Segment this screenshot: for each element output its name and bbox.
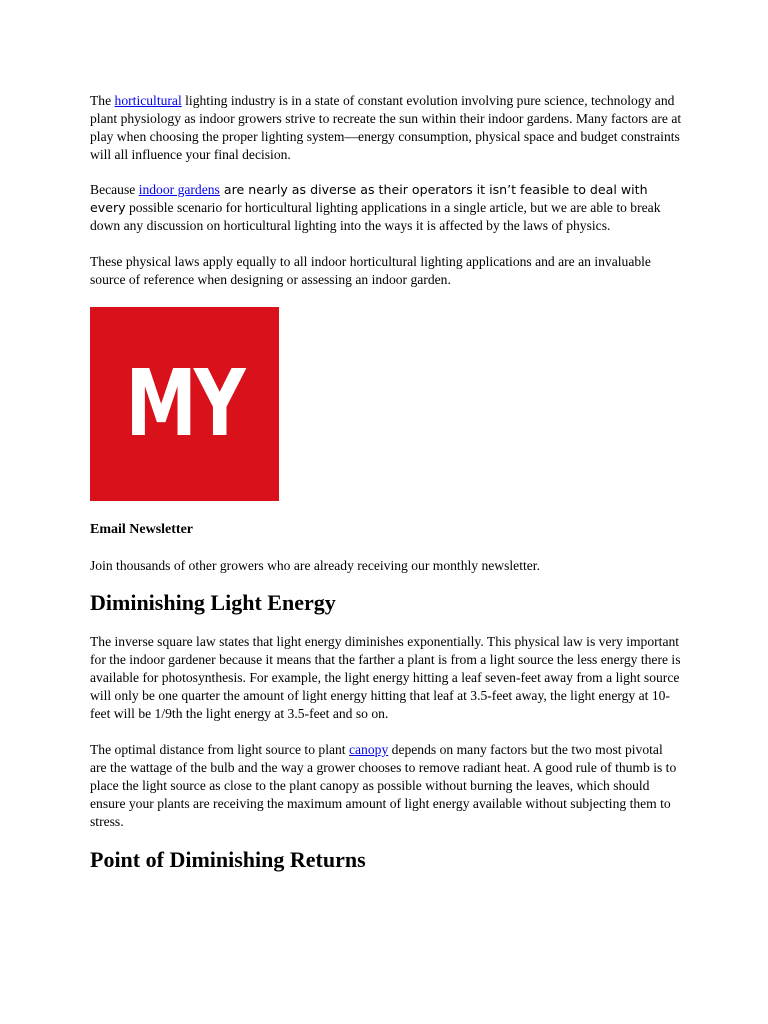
- section-heading-diminishing-returns: Point of Diminishing Returns: [90, 847, 366, 872]
- my-logo-text: MY: [125, 350, 244, 457]
- optimal-distance-paragraph: [90, 741, 682, 831]
- optimal-text-before: The optimal distance from light source to plant: [90, 742, 349, 757]
- physical-laws-paragraph: These physical laws apply equally to all indoor horticultural lighting applications and are an invaluable source of reference when designing or assessing an indoor garden.: [90, 254, 651, 287]
- section-heading-diminishing-light: Diminishing Light Energy: [90, 590, 336, 615]
- intro-text-after: lighting industry is in a state of constant evolution involving pure science, technology and plant physiology as indoor growers strive to recreate the sun within their indoor gardens. Many factors are at play when choosing the proper lighting system—energy consumption, physical space and budget constraints will all influence your final decision.: [90, 93, 682, 162]
- horticultural-link[interactable]: horticultural: [114, 93, 182, 108]
- newsletter-heading: Email Newsletter: [90, 522, 194, 537]
- scope-paragraph: [90, 181, 682, 235]
- intro-paragraph: [90, 92, 682, 164]
- canopy-link[interactable]: canopy: [348, 742, 389, 757]
- inverse-square-paragraph: The inverse square law states that light energy diminishes exponentially. This physical law is very important for the indoor gardener because it means that the farther a plant is from a light source the less energy there is available for photosynthesis. For example, the light energy hitting a leaf seven-feet away from a light source will only be one quarter the amount of light energy hitting that leaf at 3.5-feet away, the light energy at 10-feet will be 1/9th the light energy at 3.5-feet and so on.: [90, 634, 681, 721]
- intro-text-before: The: [90, 93, 115, 108]
- article-body: [90, 92, 682, 874]
- indoor-gardens-link[interactable]: indoor gardens: [138, 182, 220, 197]
- scope-text-sans: are nearly as diverse as their operators it isn’t feasible to deal with every: [90, 182, 648, 215]
- scope-text-after: possible scenario for horticultural lighting applications in a single article, but we are able to break down any discussion on horticultural lighting into the ways it is affected by the laws of physics.: [90, 200, 661, 233]
- scope-text-before: Because: [90, 182, 139, 197]
- optimal-text-after: depends on many factors but the two most pivotal are the wattage of the bulb and the way a grower chooses to remove radiant heat. A good rule of thumb is to place the light source as close to the plant canopy as possible without burning the leaves, which should ensure your plants are receiving the maximum amount of light energy available without subjecting them to stress.: [90, 742, 677, 829]
- my-logo: [90, 307, 279, 501]
- newsletter-text: Join thousands of other growers who are already receiving our monthly newsletter.: [90, 558, 540, 573]
